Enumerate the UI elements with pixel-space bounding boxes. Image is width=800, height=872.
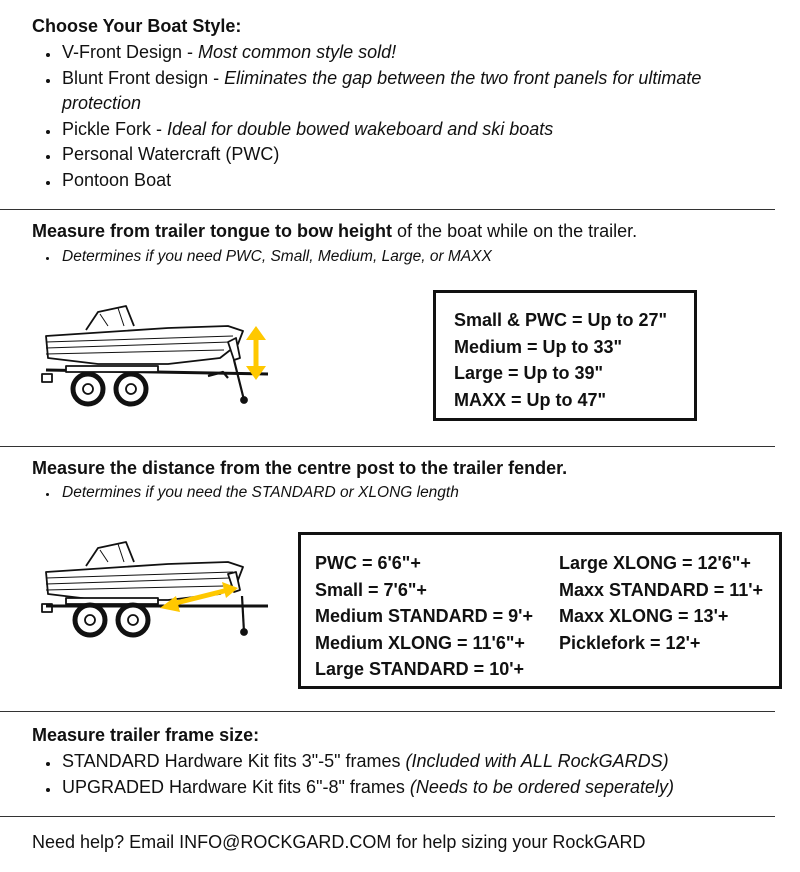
distance-heading: Measure the distance from the centre post to the trailer fender. [32, 458, 568, 478]
size-row: Picklefork = 12'+ [559, 632, 701, 653]
distance-size-col-2 [559, 550, 763, 656]
list-item: Determines if you need the STANDARD or XLONG length [32, 482, 732, 504]
boat-trailer-bow-illustration [38, 298, 298, 408]
list-item: Personal Watercraft (PWC) [32, 142, 762, 168]
size-row: Maxx STANDARD = 11'+ [559, 579, 764, 600]
height-arrow-icon [246, 326, 266, 380]
section-divider [0, 816, 775, 817]
distance-notes [32, 482, 732, 504]
size-row: Small = 7'6"+ [315, 579, 427, 600]
bow-height-notes [32, 246, 732, 268]
bow-height-heading: Measure from trailer tongue to bow height of the boat while on the trailer. [32, 221, 638, 241]
size-row: Small & PWC = Up to 27" [454, 310, 668, 330]
list-item: Determines if you need PWC, Small, Medium, Large, or MAXX [32, 246, 732, 268]
distance-size-box [298, 532, 782, 689]
section-divider [0, 446, 775, 447]
size-row: Large STANDARD = 10'+ [315, 659, 525, 679]
list-item: UPGRADED Hardware Kit fits 6"-8" frames (Needs to be ordered seperately) [32, 775, 772, 801]
section-divider [0, 711, 775, 712]
bow-height-size-box [433, 290, 697, 421]
list-item: Pickle Fork - Ideal for double bowed wakeboard and ski boats [32, 117, 762, 143]
list-item: V-Front Design - Most common style sold! [32, 40, 762, 66]
size-row: Medium XLONG = 11'6"+ [315, 632, 525, 653]
size-row: Medium STANDARD = 9'+ [315, 606, 533, 626]
boat-trailer-distance-illustration [38, 534, 298, 646]
list-item: STANDARD Hardware Kit fits 3"-5" frames (Included with ALL RockGARDS) [32, 749, 772, 775]
size-row: Large XLONG = 12'6"+ [559, 553, 751, 573]
list-item: Blunt Front design - Eliminates the gap between the two front panels for ultimate protection [32, 66, 762, 117]
boat-style-list [32, 40, 762, 193]
size-row: Large = Up to 39" [454, 363, 604, 383]
help-footer: Need help? Email INFO@ROCKGARD.COM for help sizing your RockGARD [32, 832, 646, 852]
distance-size-col-1 [315, 550, 533, 683]
frame-size-list [32, 749, 772, 800]
size-row: MAXX = Up to 47" [454, 389, 607, 410]
frame-size-heading: Measure trailer frame size: [32, 725, 260, 745]
size-row: PWC = 6'6"+ [315, 553, 421, 573]
section-divider [0, 209, 775, 210]
boat-style-heading: Choose Your Boat Style: [32, 16, 242, 36]
size-row: Medium = Up to 33" [454, 336, 623, 357]
size-row: Maxx XLONG = 13'+ [559, 606, 729, 626]
list-item: Pontoon Boat [32, 168, 762, 194]
